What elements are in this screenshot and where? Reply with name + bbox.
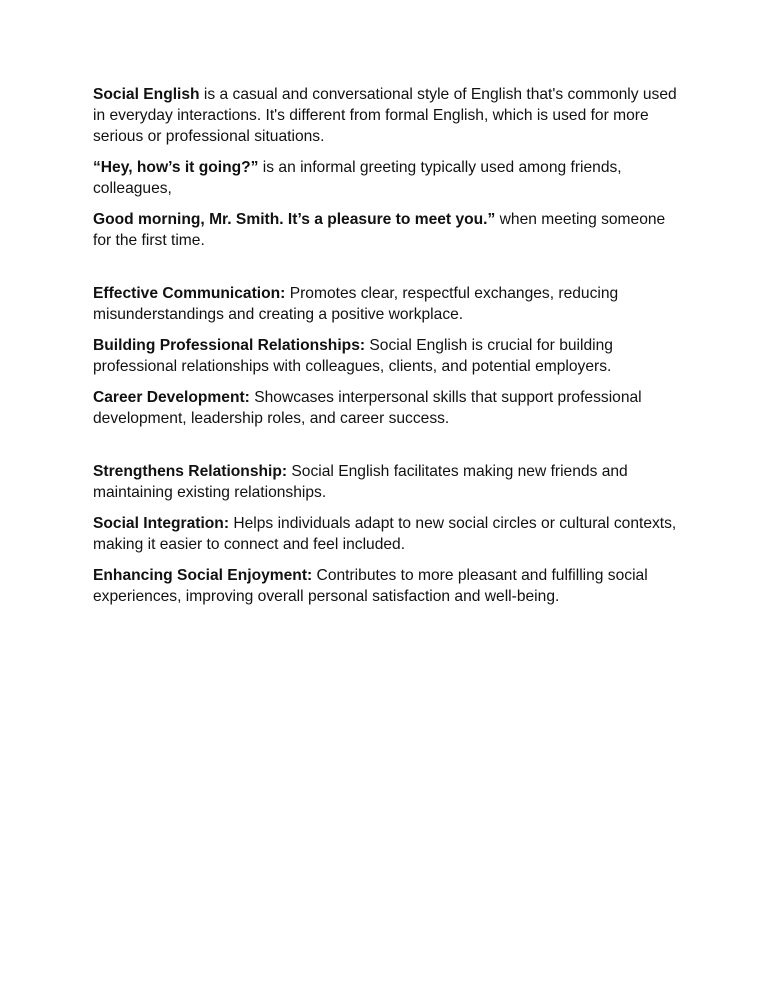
document-page: [93, 84, 683, 617]
formal-greeting-text: when meeting someone for the first time.: [93, 211, 666, 249]
social-item-title: Social Integration:: [93, 515, 230, 532]
professional-item: [93, 387, 683, 429]
definition-text: is a casual and conversational style of English that's commonly used in everyday interactions. It's different from formal English, which is used for more serious or professional situations.: [93, 86, 677, 145]
social-item-text: Social English facilitates making new friends and maintaining existing relationships.: [93, 463, 628, 501]
professional-item-text: Showcases interpersonal skills that support professional development, leadership roles, and career success.: [93, 389, 642, 427]
social-item: [93, 565, 683, 607]
intro-paragraph-informal-greeting: [93, 157, 683, 199]
social-item: [93, 513, 683, 555]
professional-item-text: Promotes clear, respectful exchanges, reducing misunderstandings and creating a positive workplace.: [93, 285, 619, 323]
professional-item: [93, 283, 683, 325]
professional-item: [93, 335, 683, 377]
intro-paragraph-formal-greeting: [93, 209, 683, 251]
social-item-text: Contributes to more pleasant and fulfilling social experiences, improving overall personal satisfaction and well-being.: [93, 567, 648, 605]
informal-greeting-text: is an informal greeting typically used among friends, colleagues,: [93, 159, 622, 197]
professional-item-title: Building Professional Relationships:: [93, 337, 366, 354]
social-item-text: Helps individuals adapt to new social circles or cultural contexts, making it easier to connect and feel included.: [93, 515, 677, 553]
section-spacer: [93, 439, 683, 461]
formal-greeting-example: Good morning, Mr. Smith. It’s a pleasure to meet you.”: [93, 211, 496, 228]
social-item: [93, 461, 683, 503]
informal-greeting-example: “Hey, how’s it going?”: [93, 159, 259, 176]
social-item-title: Enhancing Social Enjoyment:: [93, 567, 313, 584]
professional-item-text: Social English is crucial for building professional relationships with colleagues, clients, and potential employers.: [93, 337, 613, 375]
section-spacer: [93, 261, 683, 283]
term-social-english: Social English: [93, 86, 200, 103]
professional-item-title: Effective Communication:: [93, 285, 286, 302]
intro-paragraph-social-english: [93, 84, 683, 147]
social-item-title: Strengthens Relationship:: [93, 463, 288, 480]
professional-item-title: Career Development:: [93, 389, 250, 406]
